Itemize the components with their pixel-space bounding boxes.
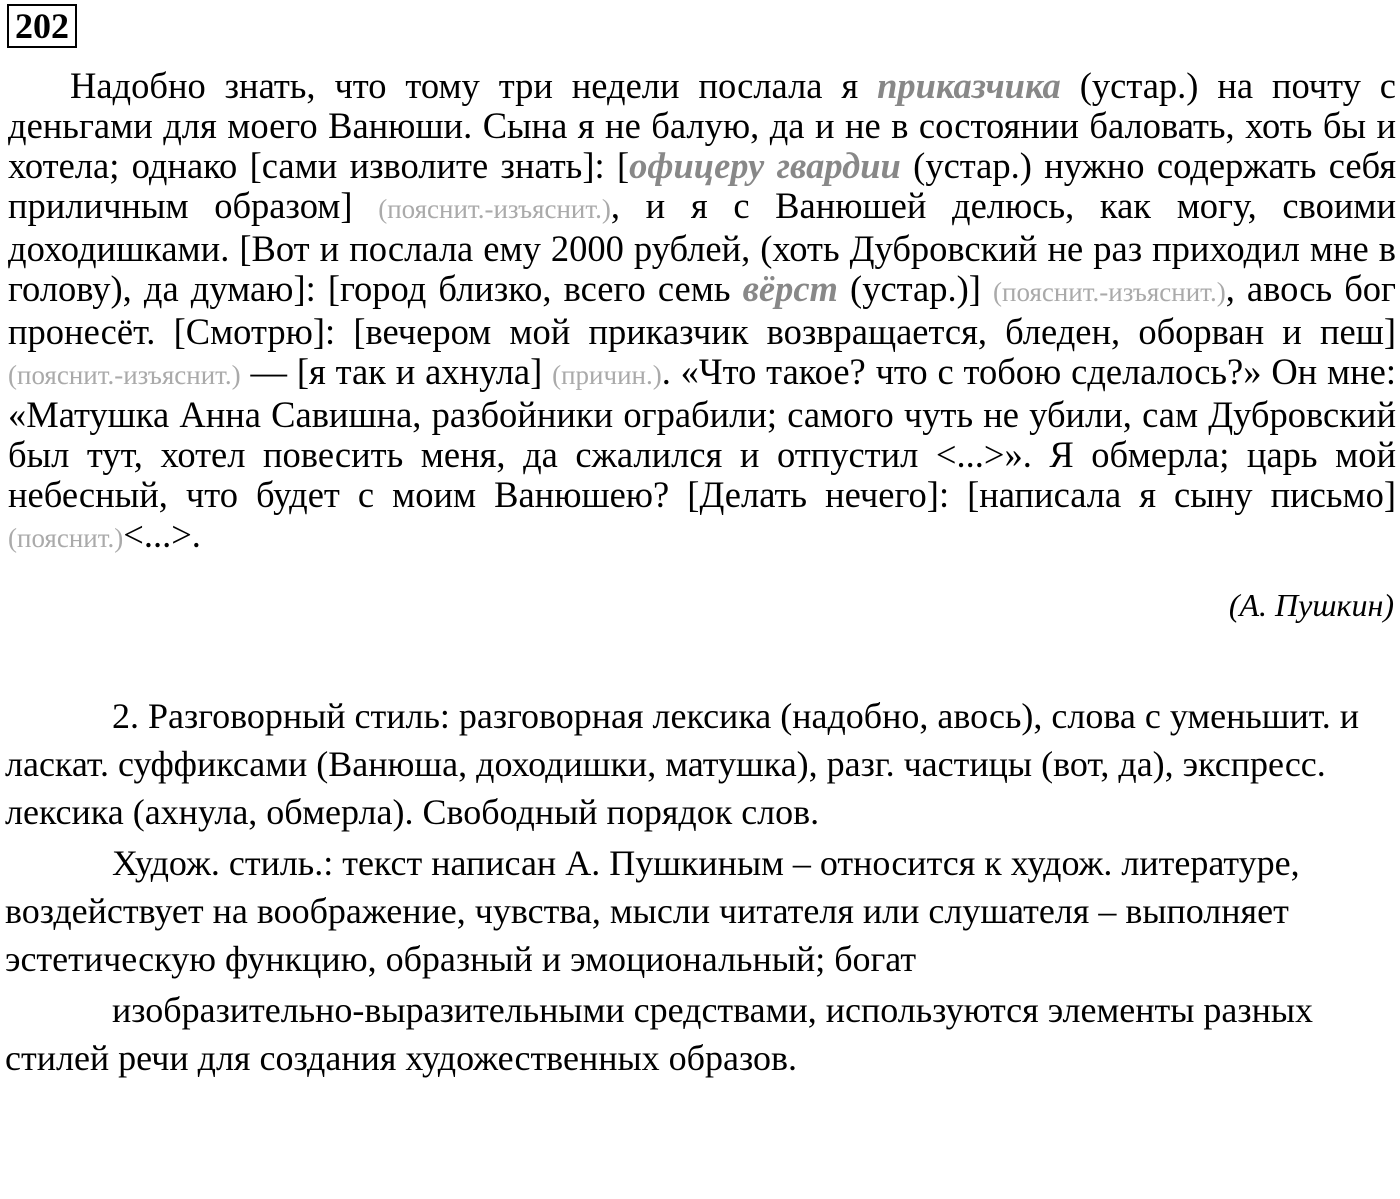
archaic-word: офицеру гвардии <box>629 145 901 186</box>
analysis-paragraph: Худож. стиль.: текст написан А. Пушкиным – относится к худож. литературе, воздействует на воображение, чувства, мысли читателя или слушателя – выполняет эстетическую функцию, образный и эмоциональный; богат <box>5 843 1300 979</box>
archaic-word: приказчика <box>877 65 1061 106</box>
passage-text: (устар.)] <box>837 268 994 309</box>
literary-passage <box>8 66 1396 558</box>
clause-annotation: (пояснит.-изъяснит.) <box>993 277 1226 307</box>
archaic-word: вёрст <box>742 268 838 309</box>
passage-text: — [я так и ахнула] <box>240 351 553 392</box>
analysis-paragraph: изобразительно-выразительными средствами, используются элементы разных стилей речи для создания художественных образов. <box>5 990 1314 1078</box>
passage-text: (устар.) нужно содержать себя приличным образом] <box>8 145 1396 226</box>
passage-text: (устар.) на почту с деньгами для моего Ванюши. Сына я не балую, да и не в состоянии баловать, хоть бы и хотела; однако [сами изволите знать]: [ <box>8 65 1396 186</box>
analysis-paragraph: 2. Разговорный стиль: разговорная лексика (надобно, авось), слова с уменьшит. и ласкат. суффиксами (Ванюша, доходишки, матушка), разг. частицы (вот, да), экспресс. лексика (ахнула, обмерла). Свободный порядок слов. <box>5 696 1360 832</box>
passage-text: . «Что такое? что с тобою сделалось?» Он мне: «Матушка Анна Савишна, разбойники ограбили; самого чуть не убили, сам Дубровский был тут, хотел повесить меня, да сжалился и отпустил <...>». Я обмерла; царь мой небесный, что будет с моим Ванюшею? [Делать нечего]: [написала я сыну письмо] <box>8 351 1396 515</box>
passage-text: , и я с Ванюшей делюсь, как могу, своими доходишками. [Вот и послала ему 2000 рублей, (хоть Дубровский не раз приходил мне в голову), да думаю]: [город близко, всего семь <box>8 185 1397 309</box>
exercise-number: 202 <box>7 4 77 48</box>
clause-annotation: (пояснит.-изъяснит.) <box>8 360 241 390</box>
passage-text: , авось бог пронесёт. [Смотрю]: [вечером мой приказчик возвращается, бледен, оборван и пеш] <box>8 268 1397 352</box>
clause-annotation: (пояснит.-изъяснит.) <box>378 194 611 224</box>
clause-annotation: (пояснит.) <box>8 523 124 553</box>
clause-annotation: (причин.) <box>552 360 662 390</box>
style-analysis <box>5 692 1395 1085</box>
passage-text: Надобно знать, что тому три недели послала я <box>70 65 878 106</box>
author-attribution: (А. Пушкин) <box>1228 587 1394 623</box>
passage-text: <...>. <box>123 514 201 555</box>
